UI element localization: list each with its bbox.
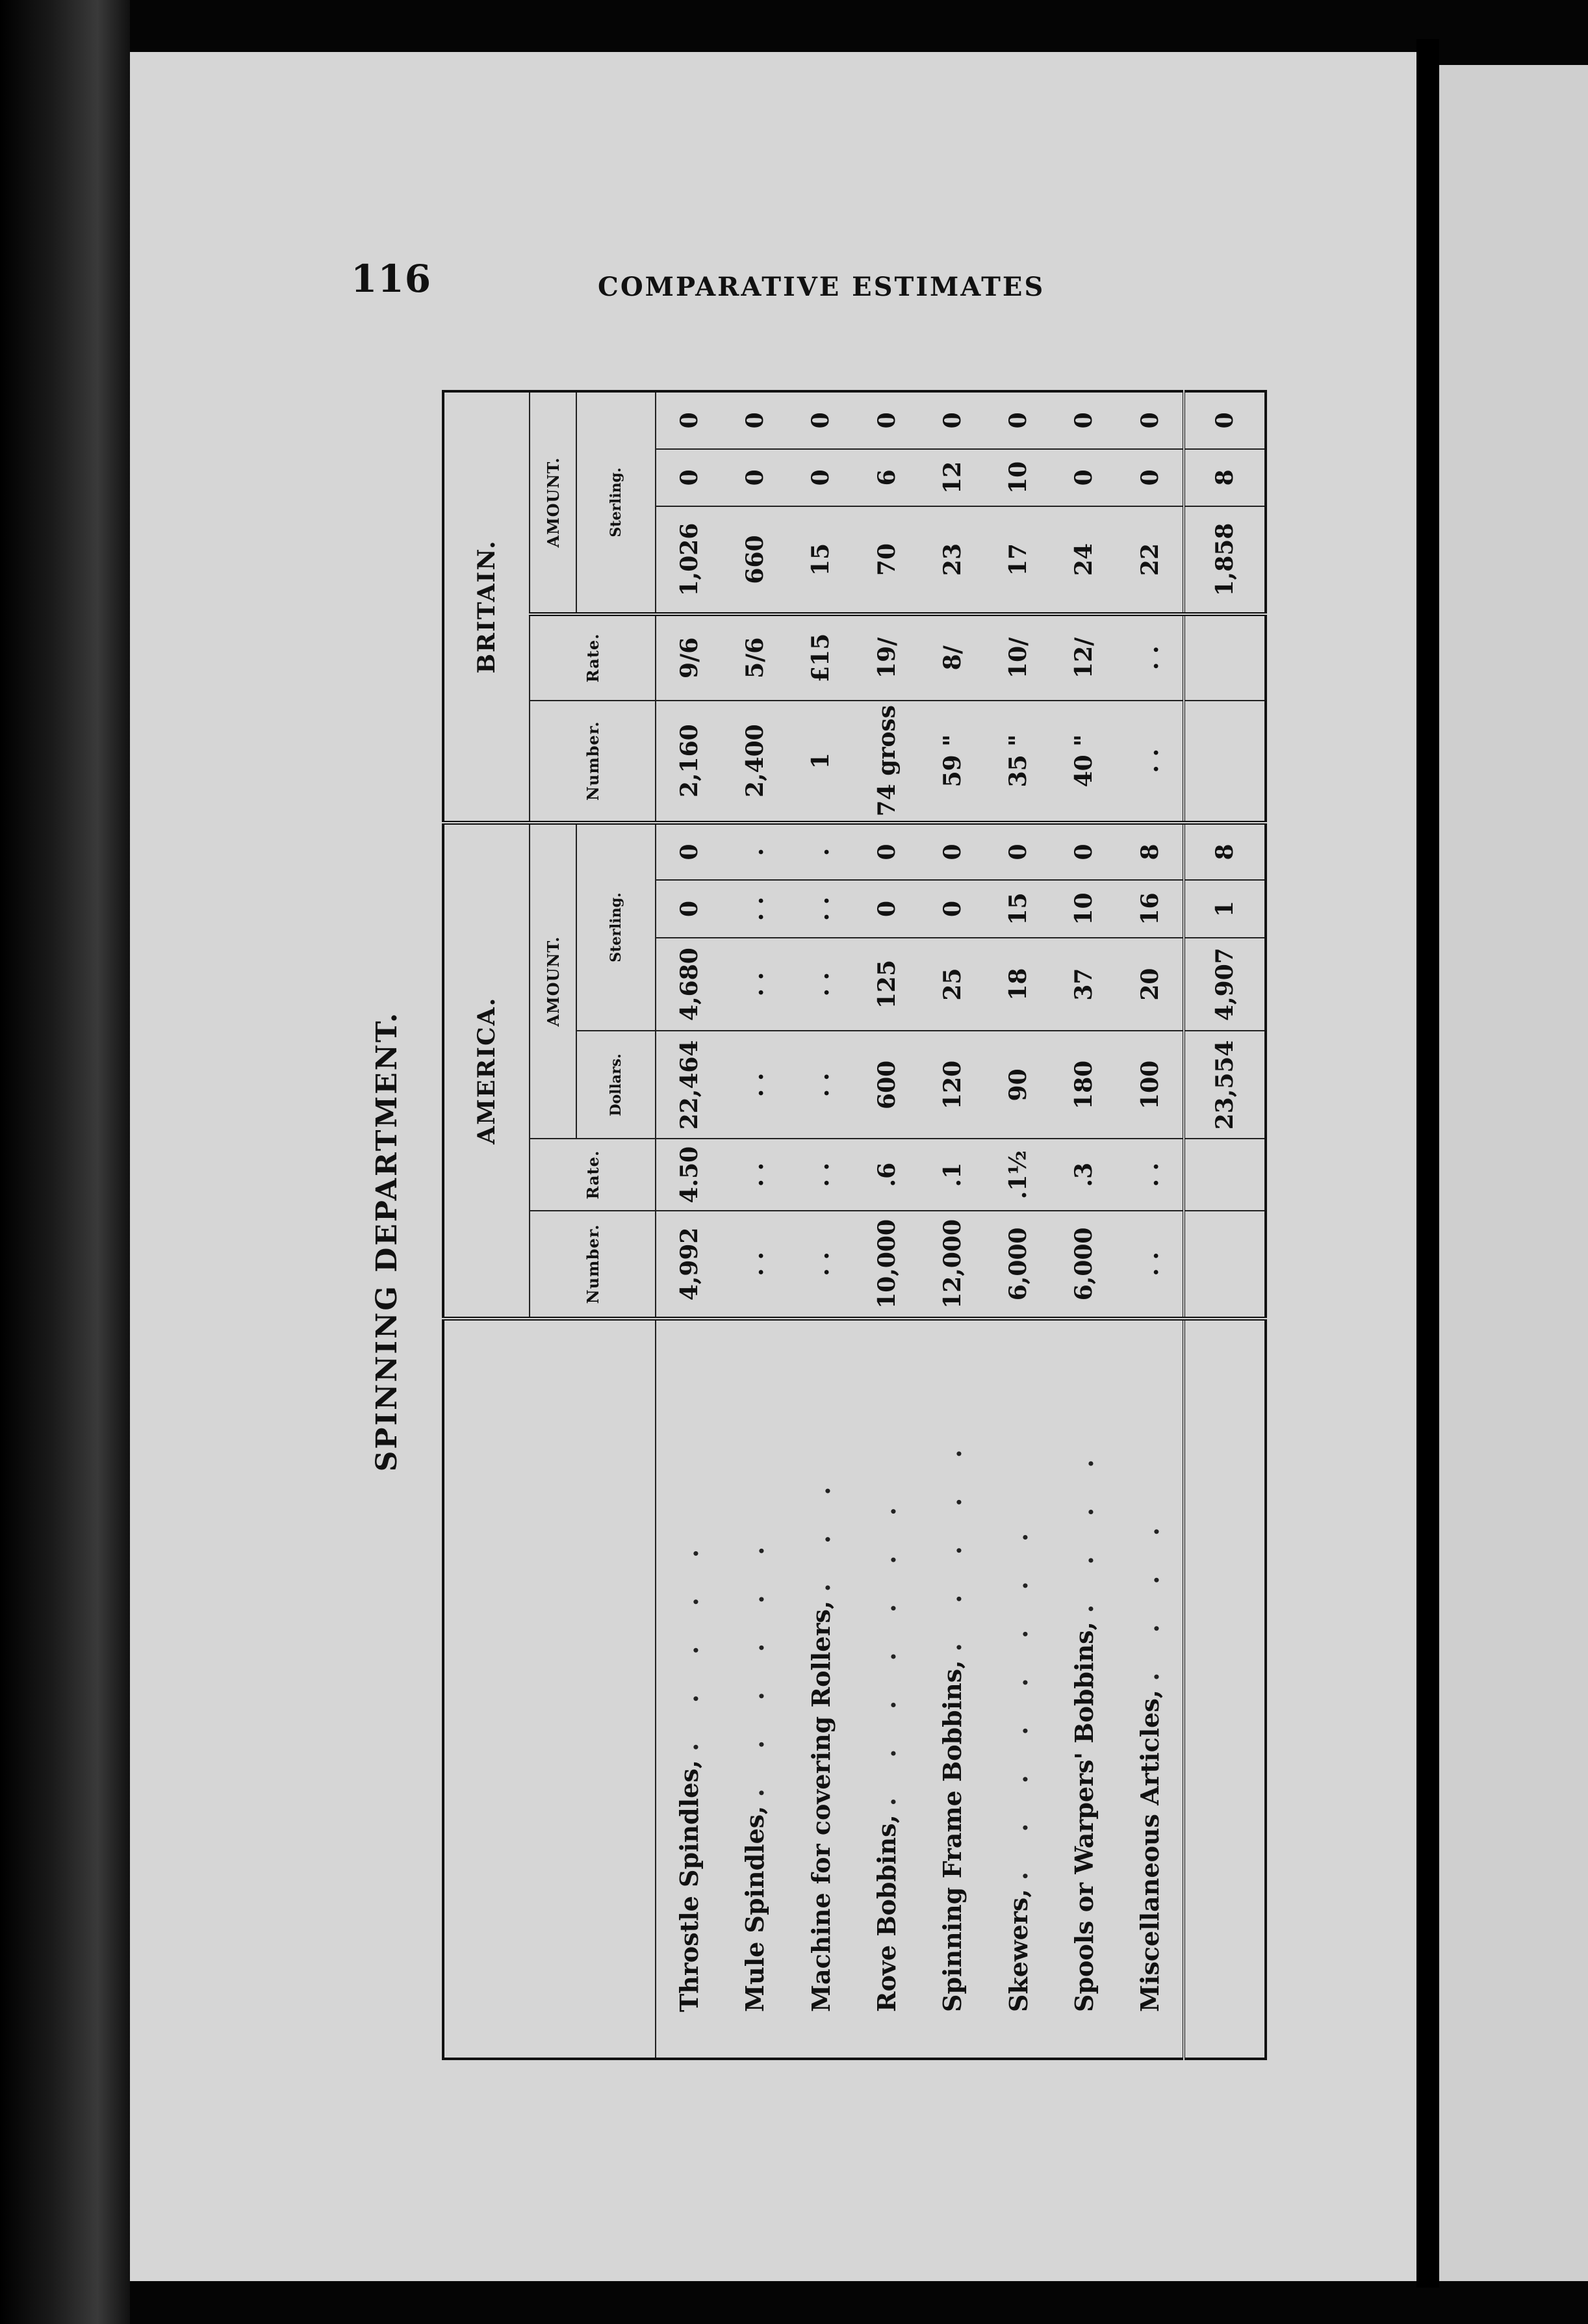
britain-rate-header: Rate. [530, 614, 656, 701]
table-row: Spinning Frame Bobbins, . . . . . 12,000 .1 120 25 0 0 59 " 8/ 23 12 0 [919, 391, 985, 2059]
britain-pounds-cell: 22 [1117, 506, 1184, 614]
america-rate-cell: .1 [919, 1139, 985, 1211]
running-head: COMPARATIVE ESTIMATES [598, 272, 1045, 302]
america-shillings-cell: 10 [1051, 880, 1117, 937]
page-gutter [1416, 39, 1439, 2288]
britain-rate-cell: 9/6 [656, 614, 722, 701]
item-label: Throstle Spindles, [674, 1760, 704, 2012]
britain-pounds-cell: 1,026 [656, 506, 722, 614]
america-pence-cell: 0 [656, 823, 722, 881]
america-shillings-cell: 16 [1117, 880, 1184, 937]
britain-shillings-total: 8 [1184, 449, 1266, 506]
britain-number-cell: 2,400 [722, 701, 788, 823]
britain-pounds-cell: 70 [854, 506, 919, 614]
britain-number-cell: 1 [788, 701, 854, 823]
britain-shillings-cell: 10 [985, 449, 1051, 506]
america-pence-total: 8 [1184, 823, 1266, 881]
america-pounds-cell: 4,680 [656, 938, 722, 1031]
table-row: Spools or Warpers' Bobbins, . . . . 6,000 .3 180 37 10 0 40 " 12/ 24 0 0 [1051, 391, 1117, 2059]
america-rate-header: Rate. [530, 1139, 656, 1211]
facing-page-edge [1439, 65, 1588, 2281]
britain-shillings-cell: 12 [919, 449, 985, 506]
america-number-cell: . . [1117, 1211, 1184, 1319]
america-number-cell: 6,000 [1051, 1211, 1117, 1319]
britain-pounds-cell: 17 [985, 506, 1051, 614]
britain-rate-cell: 19/ [854, 614, 919, 701]
item-column-header [443, 1319, 656, 2059]
britain-shillings-cell: 0 [1051, 449, 1117, 506]
britain-pounds-cell: 15 [788, 506, 854, 614]
america-number-cell: 4,992 [656, 1211, 722, 1319]
britain-shillings-cell: 0 [1117, 449, 1184, 506]
america-dollars-cell: 180 [1051, 1031, 1117, 1139]
britain-number-cell: 40 " [1051, 701, 1117, 823]
america-shillings-cell: . . [722, 880, 788, 937]
america-pence-cell: 8 [1117, 823, 1184, 881]
america-pounds-cell: 20 [1117, 938, 1184, 1031]
britain-number-cell: . . [1117, 701, 1184, 823]
america-rate-cell: . . [722, 1139, 788, 1211]
table-row: Miscellaneous Articles, . . . . . . . . 100 20 16 8 . . . . 22 0 0 [1117, 391, 1184, 2059]
america-pounds-cell: . . [722, 938, 788, 1031]
america-dollars-cell: 90 [985, 1031, 1051, 1139]
america-number-header: Number. [530, 1211, 656, 1319]
item-label: Mule Spindles, [740, 1805, 770, 2012]
britain-pounds-cell: 24 [1051, 506, 1117, 614]
britain-pence-cell: 0 [919, 391, 985, 449]
america-dollars-cell: 600 [854, 1031, 919, 1139]
page-number: 116 [351, 257, 432, 301]
britain-header: BRITAIN. [443, 391, 530, 823]
america-pence-cell: . [722, 823, 788, 881]
total-row [1184, 391, 1266, 2059]
table-title: SPINNING DEPARTMENT. [370, 1011, 403, 1472]
rotated-table-block [370, 390, 1239, 2093]
britain-rate-cell: 10/ [985, 614, 1051, 701]
america-number-cell: 6,000 [985, 1211, 1051, 1319]
britain-sterling-header: Sterling. [576, 391, 656, 614]
britain-pounds-total: 1,858 [1184, 506, 1266, 614]
item-label: Rove Bobbins, [872, 1814, 901, 2012]
america-pounds-cell: 25 [919, 938, 985, 1031]
britain-pounds-cell: 660 [722, 506, 788, 614]
america-dollars-cell: 100 [1117, 1031, 1184, 1139]
britain-rate-cell: 8/ [919, 614, 985, 701]
britain-pence-cell: 0 [985, 391, 1051, 449]
america-header: AMERICA. [443, 823, 530, 1319]
america-pence-cell: . [788, 823, 854, 881]
britain-number-cell: 74 gross [854, 701, 919, 823]
america-pounds-cell: . . [788, 938, 854, 1031]
britain-number-header: Number. [530, 701, 656, 823]
america-pence-cell: 0 [1051, 823, 1117, 881]
america-pence-cell: 0 [985, 823, 1051, 881]
america-number-cell: . . [788, 1211, 854, 1319]
america-dollars-total: 23,554 [1184, 1031, 1266, 1139]
britain-amount-header: AMOUNT. [530, 391, 576, 614]
britain-rate-total [1184, 614, 1266, 701]
america-rate-cell: 4.50 [656, 1139, 722, 1211]
america-pence-cell: 0 [919, 823, 985, 881]
britain-pounds-cell: 23 [919, 506, 985, 614]
america-shillings-cell: 0 [919, 880, 985, 937]
america-amount-header: AMOUNT. [530, 823, 576, 1139]
britain-rate-cell: £15 [788, 614, 854, 701]
america-shillings-cell: 15 [985, 880, 1051, 937]
total-label-cell [1184, 1319, 1266, 2059]
america-number-cell: 12,000 [919, 1211, 985, 1319]
britain-number-cell: 35 " [985, 701, 1051, 823]
america-pounds-cell: 125 [854, 938, 919, 1031]
table-row: Mule Spindles, . . . . . . . . . . . . . . . . . 2,400 5/6 660 0 0 [722, 391, 788, 2059]
america-rate-total [1184, 1139, 1266, 1211]
america-dollars-header: Dollars. [576, 1031, 656, 1139]
america-shillings-cell: 0 [656, 880, 722, 937]
britain-pence-cell: 0 [854, 391, 919, 449]
america-rate-cell: .6 [854, 1139, 919, 1211]
america-shillings-total: 1 [1184, 880, 1266, 937]
table-row: Skewers, . . . . . . . . 6,000 .1½ 90 18 15 0 35 " 10/ 17 10 0 [985, 391, 1051, 2059]
estimates-table [442, 390, 1267, 2060]
table-row: Machine for covering Rollers, . . . . . . . . . . . . . . 1 £15 15 0 0 [788, 391, 854, 2059]
britain-number-cell: 2,160 [656, 701, 722, 823]
america-shillings-cell: 0 [854, 880, 919, 937]
america-number-cell: 10,000 [854, 1211, 919, 1319]
america-number-total [1184, 1211, 1266, 1319]
america-dollars-cell: . . [788, 1031, 854, 1139]
america-dollars-cell: 22,464 [656, 1031, 722, 1139]
america-dollars-cell: 120 [919, 1031, 985, 1139]
item-label: Skewers, [1003, 1889, 1033, 2012]
america-pounds-total: 4,907 [1184, 938, 1266, 1031]
item-label: Machine for covering Rollers, [806, 1600, 836, 2012]
britain-pence-cell: 0 [656, 391, 722, 449]
britain-pence-cell: 0 [1051, 391, 1117, 449]
america-pence-cell: 0 [854, 823, 919, 881]
america-rate-cell: . . [788, 1139, 854, 1211]
america-rate-cell: .1½ [985, 1139, 1051, 1211]
britain-shillings-cell: 0 [788, 449, 854, 506]
america-shillings-cell: . . [788, 880, 854, 937]
item-label: Miscellaneous Articles, [1135, 1690, 1165, 2012]
item-label: Spools or Warpers' Bobbins, [1069, 1621, 1099, 2012]
britain-rate-cell: . . [1117, 614, 1184, 701]
america-pounds-cell: 18 [985, 938, 1051, 1031]
britain-pence-cell: 0 [788, 391, 854, 449]
book-binding-edge [0, 0, 130, 2324]
america-rate-cell: . . [1117, 1139, 1184, 1211]
america-rate-cell: .3 [1051, 1139, 1117, 1211]
britain-rate-cell: 5/6 [722, 614, 788, 701]
america-pounds-cell: 37 [1051, 938, 1117, 1031]
america-sterling-header: Sterling. [576, 823, 656, 1031]
britain-pence-cell: 0 [1117, 391, 1184, 449]
britain-pence-total: 0 [1184, 391, 1266, 449]
britain-number-cell: 59 " [919, 701, 985, 823]
britain-number-total [1184, 701, 1266, 823]
table-row: Rove Bobbins, . . . . . . . 10,000 .6 600 125 0 0 74 gross 19/ 70 6 0 [854, 391, 919, 2059]
america-number-cell: . . [722, 1211, 788, 1319]
britain-shillings-cell: 0 [656, 449, 722, 506]
table-row: Throstle Spindles, . . . . . 4,992 4.50 22,464 4,680 0 0 2,160 9/6 1,026 0 0 [656, 391, 722, 2059]
britain-pence-cell: 0 [722, 391, 788, 449]
britain-shillings-cell: 0 [722, 449, 788, 506]
item-label: Spinning Frame Bobbins, [938, 1660, 967, 2012]
britain-rate-cell: 12/ [1051, 614, 1117, 701]
america-dollars-cell: . . [722, 1031, 788, 1139]
britain-shillings-cell: 6 [854, 449, 919, 506]
